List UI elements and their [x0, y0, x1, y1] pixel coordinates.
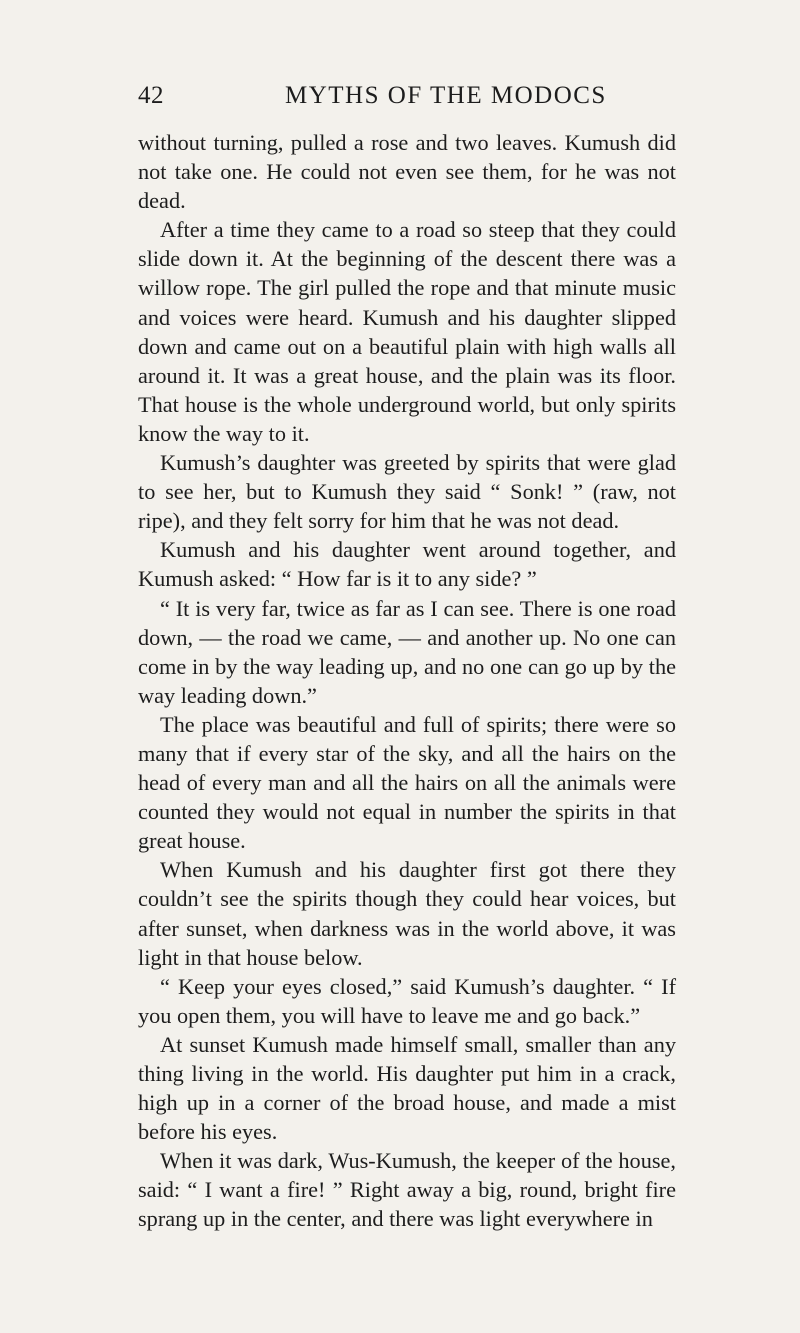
body-text [138, 128, 676, 1234]
paragraph-continued: without turning, pulled a rose and two leaves. Kumush did not take one. He could not even see them, for he was not dead. [138, 130, 676, 214]
book-title: MYTHS OF THE MODOCS [285, 82, 607, 109]
paragraph-fire: When it was dark, Wus-Kumush, the keeper of the house, said: “ I want a fire! ” Right away a big, round, bright fire sprang up in the center, and there was light everywhere in [138, 1148, 676, 1232]
paragraph-light-below: When Kumush and his daughter first got there they couldn’t see the spirits though they could hear voices, but after sunset, when darkness was in the world above, it was light in that house below. [138, 857, 676, 970]
paragraph-spirits-greeting: Kumush’s daughter was greeted by spirits that were glad to see her, but to Kumush they said “ Sonk! ” (raw, not ripe), and they felt sorry for him that he was not dead. [138, 450, 676, 534]
paragraph-road-descent: After a time they came to a road so steep that they could slide down it. At the beginning of the descent there was a willow rope. The girl pulled the rope and that minute music and voices were heard. Kumush and his daughter slipped down and came out on a beautiful plain with high walls all around it. It was a great house, and the plain was its floor. That house is the whole underground world, but only spirits know the way to it. [138, 217, 676, 446]
paragraph-many-spirits: The place was beautiful and full of spirits; there were so many that if every star of the sky, and all the hairs on the head of every man and all the hairs on all the animals were counted they would not equal in number the spirits in that great house. [138, 711, 676, 854]
paragraph-daughter-answer: “ It is very far, twice as far as I can see. There is one road down, — the road we came, — and another up. No one can come in by the way leading up, and no one can go up by the way leading down.” [138, 595, 676, 708]
paragraph-sunset: At sunset Kumush made himself small, smaller than any thing living in the world. His daughter put him in a crack, high up in a corner of the broad house, and made a mist before his eyes. [138, 1031, 676, 1145]
page-number: 42 [138, 82, 164, 109]
paragraph-kumush-question: Kumush and his daughter went around together, and Kumush asked: “ How far is it to any side? ” [138, 537, 676, 592]
running-head [130, 82, 670, 116]
paragraph-eyes-closed: “ Keep your eyes closed,” said Kumush’s daughter. “ If you open them, you will have to leave me and go back.” [138, 973, 676, 1028]
